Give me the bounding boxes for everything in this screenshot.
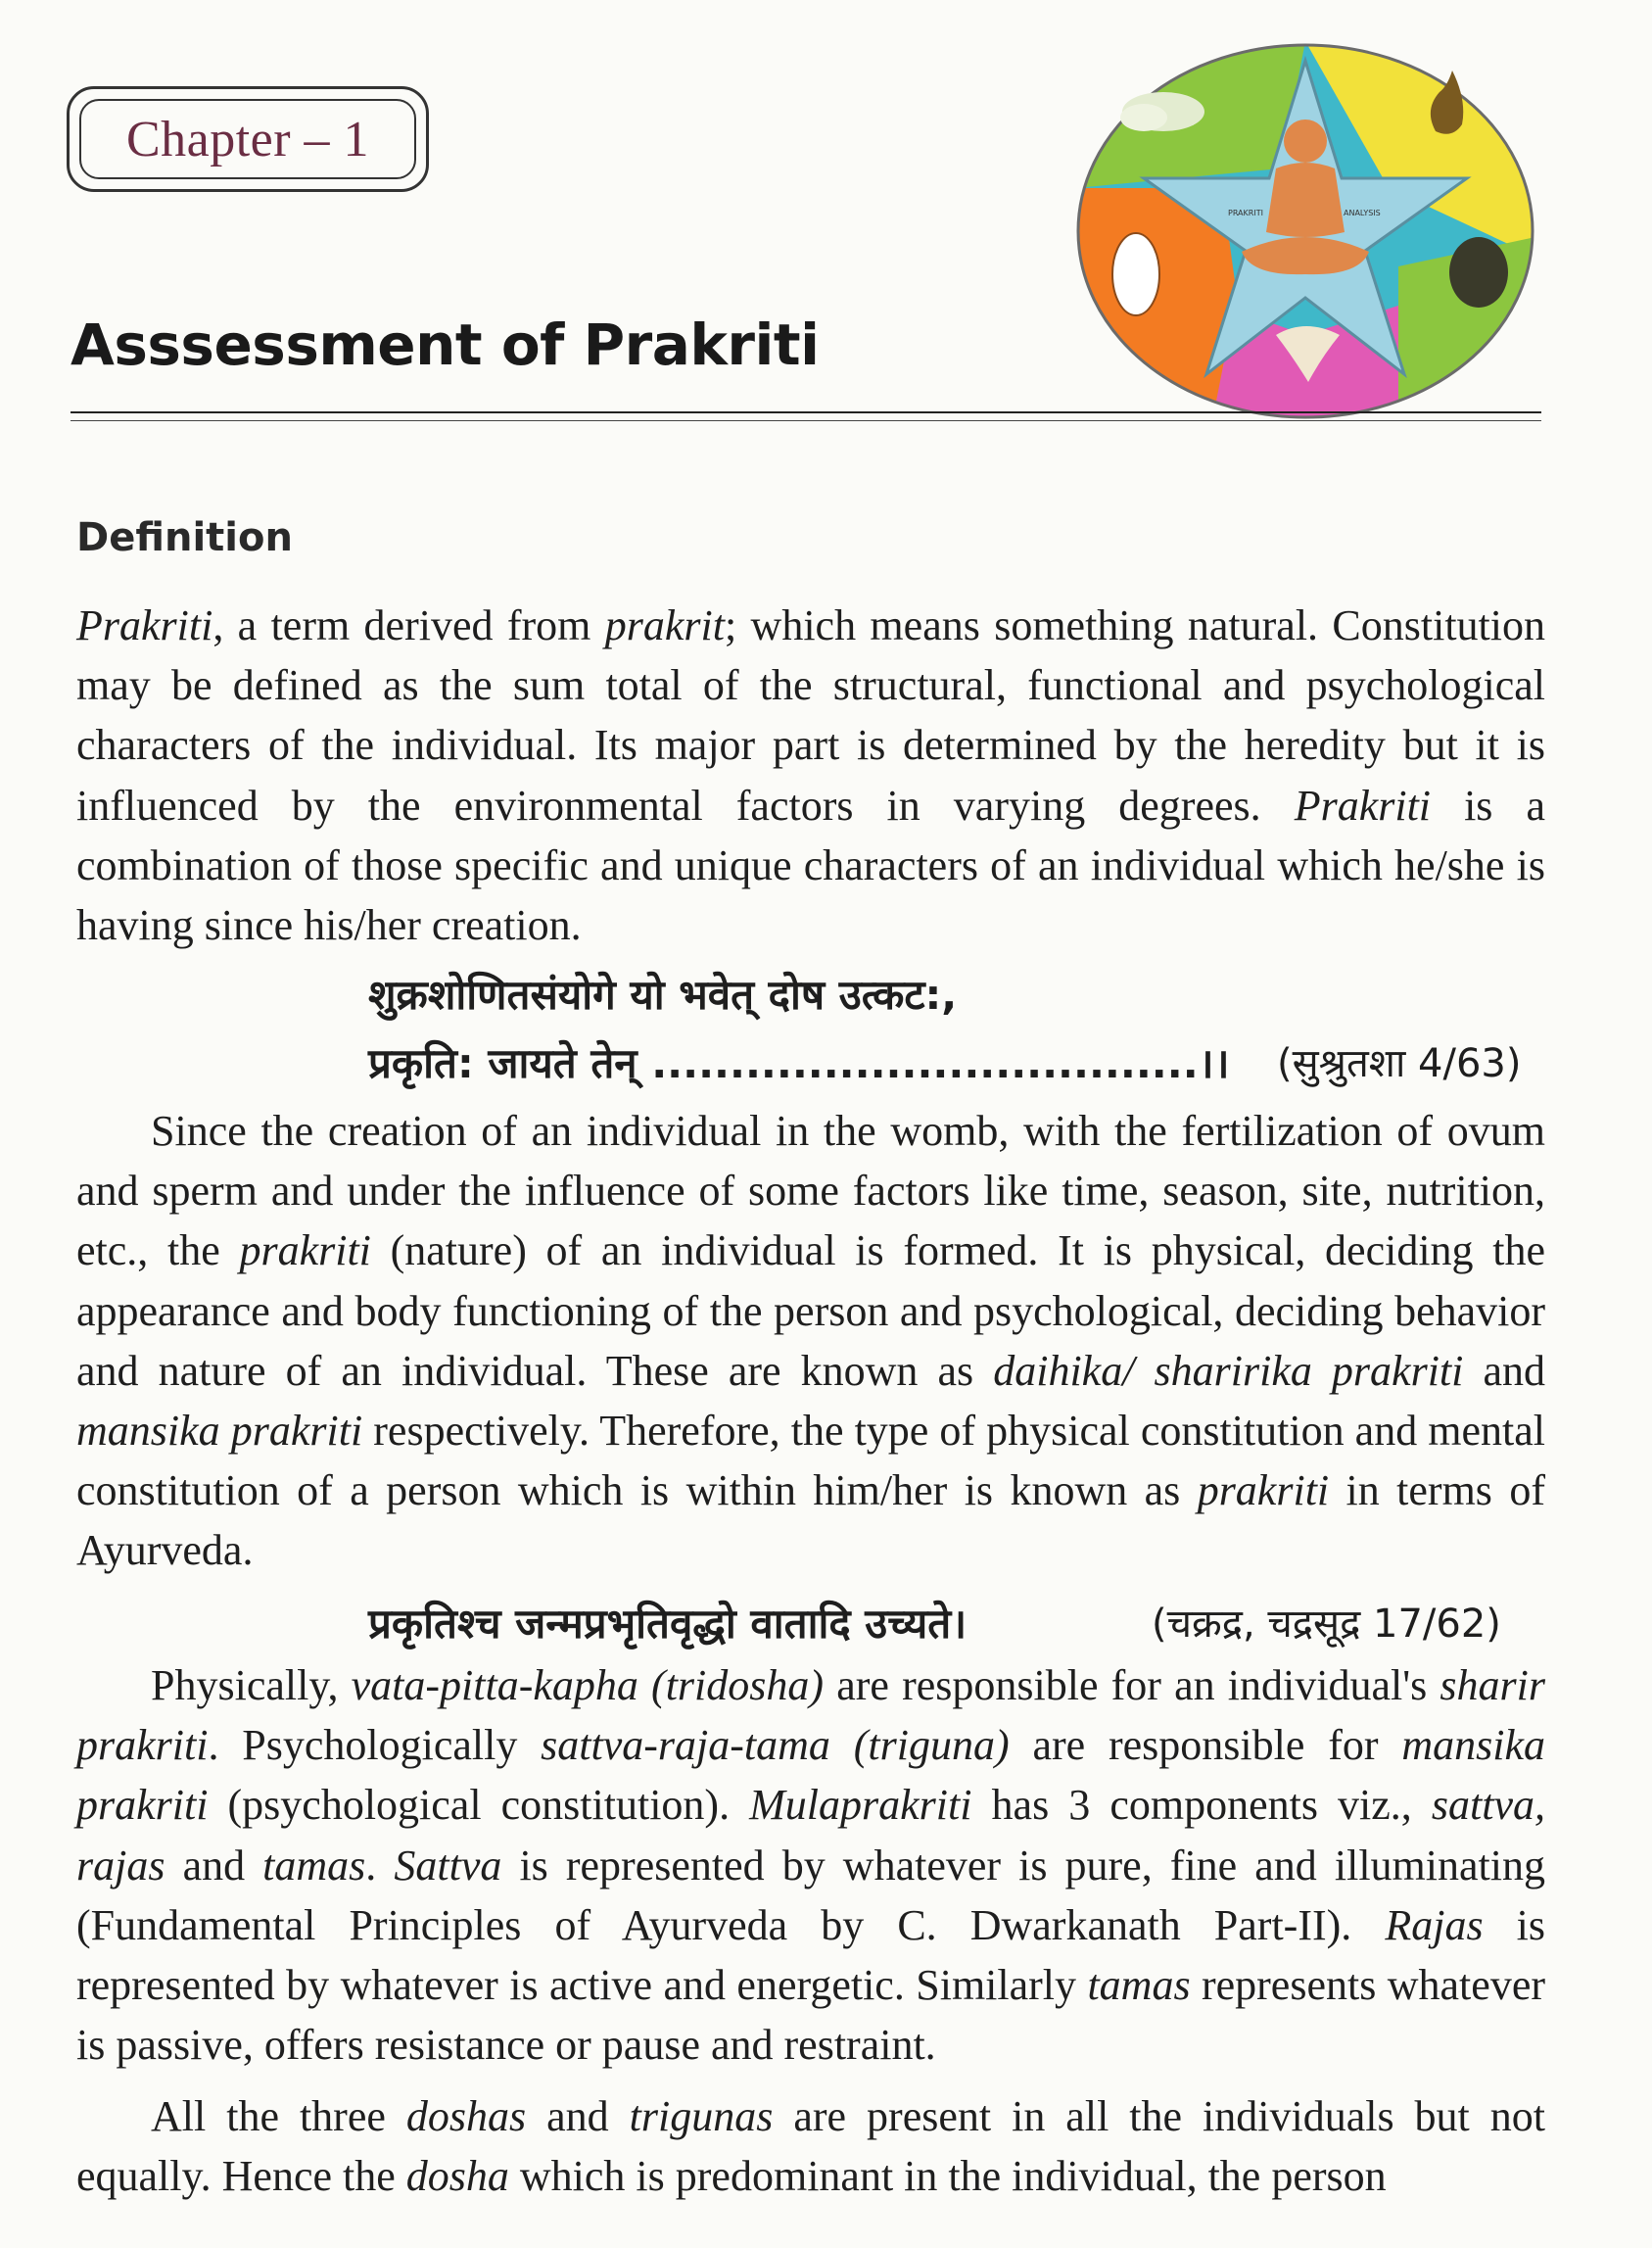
text-run: are present in all the individuals but not equally. Hence the (76, 2092, 1545, 2201)
verse-2-line: प्रकृतिश्च जन्मप्रभृतिवृद्धो वातादि उच्यते। (368, 1600, 968, 1648)
italic-term: prakriti (239, 1226, 371, 1275)
italic-term: trigunas (629, 2092, 774, 2140)
paragraph-1 (76, 596, 1545, 955)
italic-term: daihika/ sharirika prakriti (993, 1346, 1464, 1395)
paragraph-4 (76, 2086, 1545, 2206)
text-run: ; which means something natural. Constitution may be defined as the sum total of the structural, functional and psychological characters of the individual. Its major part is determined by the heredity but it is influenced by the environmental factors in varying degrees. (76, 601, 1545, 830)
text-run: (psychological constitution). (208, 1781, 750, 1830)
chapter-badge-inner (79, 99, 416, 179)
section-heading: Definition (76, 515, 293, 560)
chapter-badge (67, 86, 429, 192)
italic-term: tamas (262, 1841, 366, 1889)
italic-term: doshas (405, 2092, 527, 2140)
verse-1-reference: (सुश्रुतशा 4/63) (1277, 1041, 1522, 1086)
verse-2-reference: (चक्रद्र, चद्रसूद्र 17/62) (1152, 1602, 1501, 1647)
text-run: (nature) of an individual is formed. It is physical, deciding the appearance and body functioning of the person and psychological, deciding behavior and nature of an individual. These are known as (76, 1226, 1546, 1395)
italic-term: sattva-raja-tama (triguna) (541, 1721, 1010, 1770)
italic-term: Prakriti (76, 601, 213, 649)
italic-term: Mulaprakriti (749, 1781, 972, 1830)
italic-term: tamas (1087, 1961, 1191, 2010)
italic-term: sattva, rajas (76, 1781, 1545, 1889)
chapter-label: Chapter – 1 (125, 111, 370, 167)
text-run: and (1463, 1346, 1546, 1395)
title-rule-bottom (71, 420, 1541, 421)
text-run: Physically, (151, 1661, 352, 1709)
italic-term: Prakriti (1294, 781, 1432, 830)
text-run: and (165, 1841, 263, 1889)
text-run: , a term derived from (212, 601, 605, 649)
text-run: All the three (151, 2092, 406, 2140)
text-run: represents whatever is passive, offers resistance or pause and restraint. (76, 1961, 1545, 2070)
prakriti-logo (1075, 41, 1535, 421)
verse-1-line-2: प्रकृति: जायते तेन् ...................................।। (368, 1039, 1230, 1087)
text-run: Since the creation of an individual in the womb, with the fertilization of ovum and sperm and under the influence of some factors like time, season, site, nutrition, etc., the (76, 1107, 1545, 1275)
paragraph-2 (76, 1101, 1545, 1581)
chapter-title: Asssessment of Prakriti (71, 311, 820, 378)
italic-term: sharir prakriti (76, 1661, 1545, 1770)
cloud-icon (1120, 92, 1204, 131)
logo-label-right: ANALYSIS (1344, 209, 1381, 217)
paragraph-3 (76, 1655, 1545, 2075)
italic-term: prakrit (604, 601, 725, 649)
text-run: has 3 components viz., (971, 1781, 1432, 1830)
logo-label-left: PRAKRITI (1228, 209, 1263, 217)
text-run: is represented by whatever is pure, fine and illuminating (Fundamental Principles of Ayurveda by C. Dwarkanath Part-II). (76, 1841, 1545, 1949)
italic-term: mansika prakriti (76, 1721, 1545, 1830)
italic-term: prakriti (1197, 1466, 1330, 1515)
text-run: . Psychologically (208, 1721, 542, 1770)
italic-term: vata-pitta-kapha (tridosha) (351, 1661, 825, 1709)
text-run: in terms of Ayurveda. (76, 1466, 1545, 1575)
text-run: respectively. Therefore, the type of physical constitution and mental constitution of a person which is within him/her is known as (76, 1407, 1545, 1515)
title-rule-top (71, 411, 1541, 413)
text-run: is a combination of those specific and unique characters of an individual which he/she is having since his/her creation. (76, 781, 1545, 950)
text-run: are responsible for (1009, 1721, 1402, 1770)
earth-icon (1449, 237, 1508, 308)
italic-term: Sattva (394, 1841, 502, 1889)
italic-term: dosha (405, 2152, 509, 2201)
italic-term: mansika prakriti (76, 1407, 363, 1456)
italic-term: Rajas (1385, 1900, 1484, 1949)
verse-1-line-1: शुक्रशोणितसंयोगे यो भवेत् दोष उत्कट:, (368, 971, 958, 1019)
water-icon (1112, 233, 1159, 315)
text-run: . (365, 1841, 395, 1889)
text-run: are responsible for an individual's (824, 1661, 1440, 1709)
text-run: is represented by whatever is active and energetic. Similarly (76, 1900, 1545, 2010)
text-run: and (526, 2092, 630, 2140)
text-run: which is predominant in the individual, the person (508, 2152, 1387, 2201)
